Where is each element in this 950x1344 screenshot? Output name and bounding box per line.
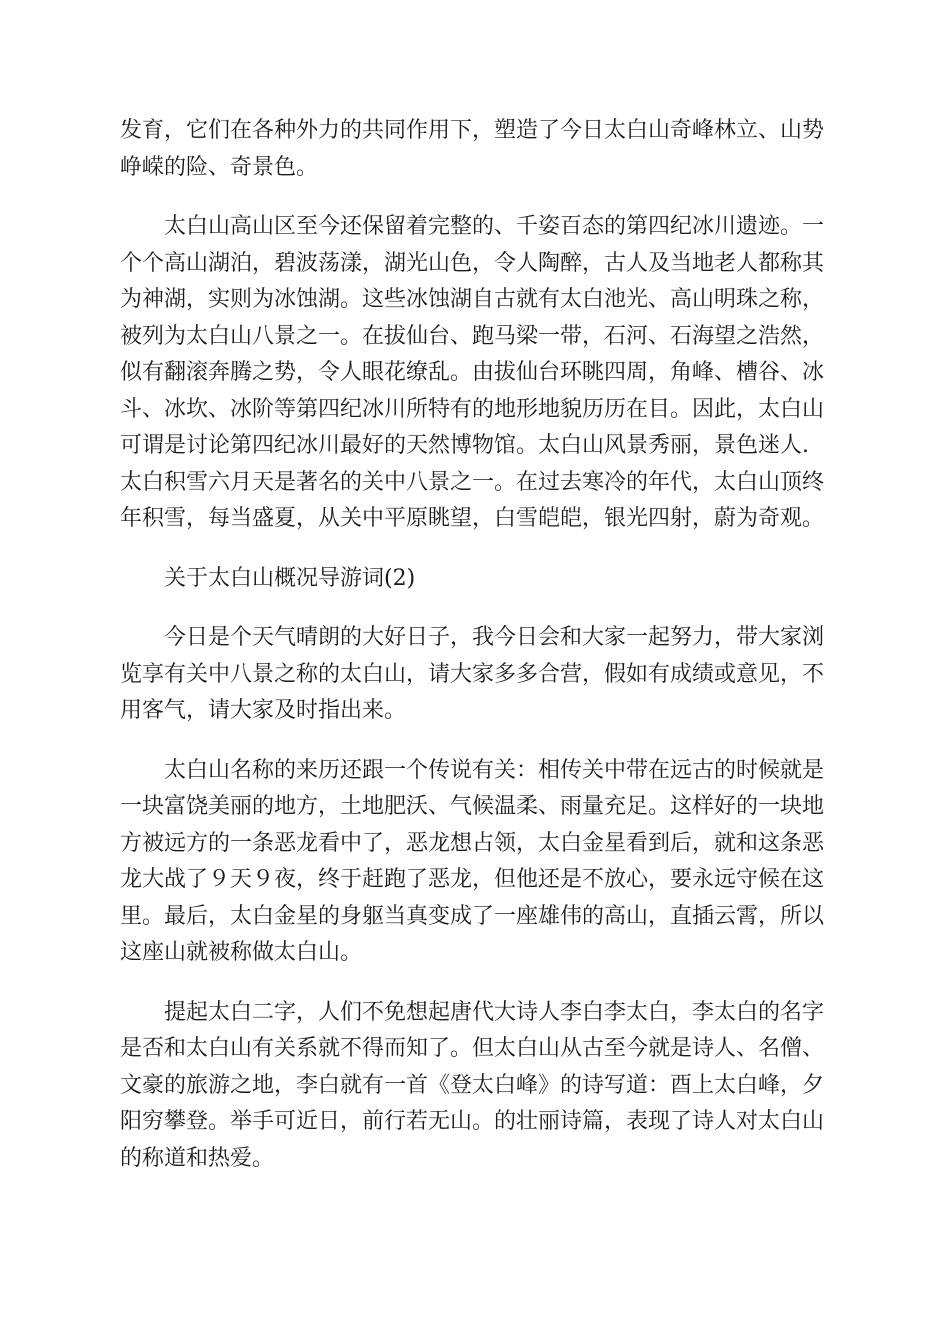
text-line: 似有翻滚奔腾之势，令人眼花缭乱。由拔仙台环眺四周，角峰、槽谷、冰: [120, 360, 825, 385]
document-page: [120, 113, 832, 1177]
paragraph-1: [120, 113, 832, 186]
text-line: 发育，它们在各种外力的共同作用下，塑造了今日太白山奇峰林立、山势: [120, 118, 825, 143]
text-line: 是否和太白山有关系就不得而知了。但太白山从古至今就是诗人、名僧、: [120, 1036, 825, 1061]
text-line: 被列为太白山八景之一。在拔仙台、跑马梁一带，石河、石海望之浩然，: [120, 323, 825, 349]
text-line: 方被远方的一条恶龙看中了，恶龙想占领，太白金星看到后，就和这条恶: [120, 830, 825, 856]
paragraph-2: [120, 209, 832, 538]
text-line: 一块富饶美丽的地方，土地肥沃、气候温柔、雨量充足。这样好的一块地: [120, 794, 825, 819]
text-line: 斗、冰坎、冰阶等第四纪冰川所特有的地形地貌历历在目。因此，太白山: [120, 396, 825, 422]
paragraph-3: [120, 620, 832, 730]
text-line: 峥嵘的险、奇景色。: [120, 154, 319, 180]
text-line: 今日是个天气晴朗的大好日子，我今日会和大家一起努力，带大家浏: [164, 625, 825, 650]
text-line: 览享有关中八景之称的太白山，请大家多多合营，假如有成绩或意见，不: [120, 661, 825, 687]
paragraph-5: [120, 995, 832, 1178]
text-line: 太白山高山区至今还保留着完整的、千姿百态的第四纪冰川遗迹。一: [164, 214, 825, 239]
text-line: 里。最后，太白金星的身躯当真变成了一座雄伟的高山，直插云霄，所以: [120, 903, 825, 929]
text-line: 文豪的旅游之地，李白就有一首《登太白峰》的诗写道：酉上太白峰，夕: [120, 1072, 825, 1098]
text-line: 用客气，请大家及时指出来。: [120, 698, 407, 723]
text-line: 提起太白二字，人们不免想起唐代大诗人李白李太白，李太白的名字: [164, 999, 825, 1025]
text-line: 可谓是讨论第四纪冰川最好的天然博物馆。太白山风景秀丽，景色迷人.: [120, 433, 809, 458]
text-line: 的称道和热爱。: [120, 1145, 275, 1171]
text-line: 太白山名称的来历还跟一个传说有关：相传关中带在远古的时候就是: [164, 757, 825, 783]
text-line: 个个高山湖泊，碧波荡漾，湖光山色，令人陶醉，古人及当地老人都称其: [120, 250, 825, 276]
text-line: 阳穷攀登。举手可近日，前行若无山。的壮丽诗篇，表现了诗人对太白山: [120, 1109, 825, 1134]
text-line: 龙大战了９天９夜，终于赶跑了恶龙，但他还是不放心，要永远守候在这: [120, 867, 825, 892]
text-line: 太白积雪六月天是著名的关中八景之一。在过去寒冷的年代，太白山顶终: [120, 469, 825, 495]
paragraph-4: [120, 753, 832, 972]
text-line: 这座山就被称做太白山。: [120, 940, 363, 965]
text-line: 年积雪，每当盛夏，从关中平原眺望，白雪皑皑，银光四射，蔚为奇观。: [120, 506, 825, 531]
text-line: 为神湖，实则为冰蚀湖。这些冰蚀湖自古就有太白池光、高山明珠之称，: [120, 287, 825, 312]
section-heading: 关于太白山概况导游词(2): [164, 565, 416, 591]
